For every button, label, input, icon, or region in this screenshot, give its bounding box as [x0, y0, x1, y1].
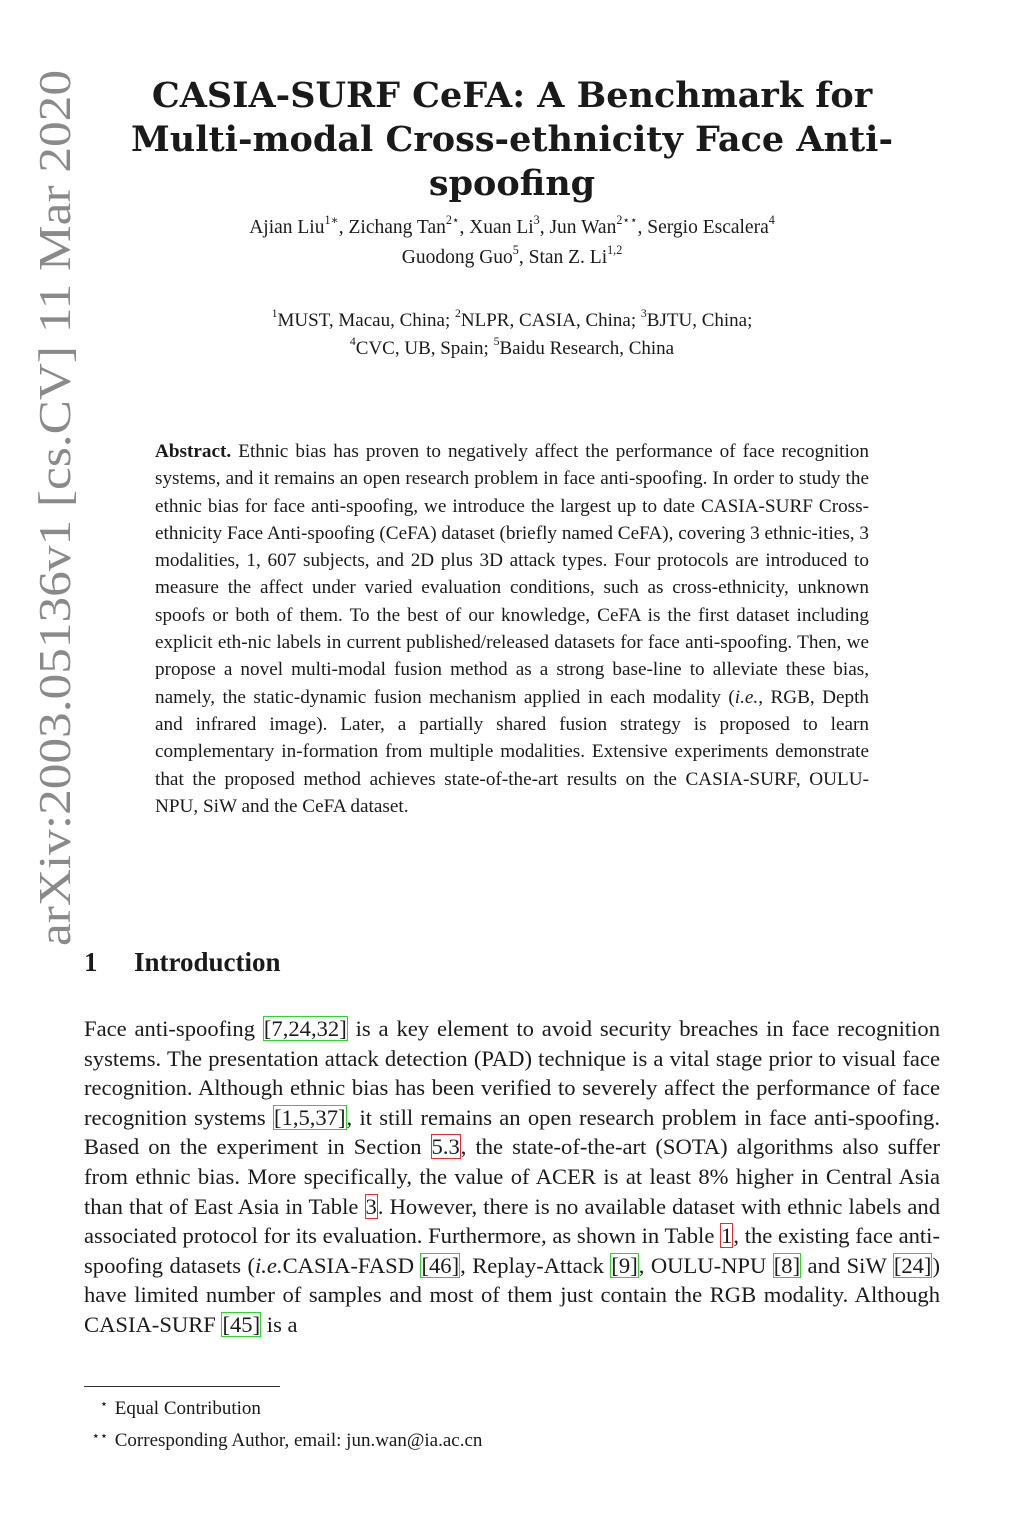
- footnote-mark: ⋆⋆: [91, 1428, 108, 1443]
- affiliation-marker: 5: [493, 335, 500, 349]
- affiliations: [100, 307, 924, 363]
- citation-link[interactable]: [7,24,32]: [263, 1016, 347, 1041]
- author-marker: 1∗: [324, 212, 339, 227]
- section-reference-link[interactable]: 5.3: [431, 1134, 460, 1160]
- author-marker: 4: [768, 212, 775, 227]
- affiliation-marker: 3: [640, 307, 647, 321]
- intro-text: , it still remains an open research problem in face anti-spoofing. Based on the experiment in Section: [84, 1104, 940, 1160]
- section-heading: [84, 947, 281, 978]
- footnote-text: Corresponding Author, email: jun.wan@ia.ac.cn: [114, 1430, 483, 1451]
- intro-text: , the existing face anti-spoofing datasets (: [84, 1223, 940, 1278]
- title-line-2: Multi-modal Cross-ethnicity Face Anti-spoofing: [131, 119, 893, 204]
- table-reference-link[interactable]: 1: [721, 1223, 733, 1249]
- intro-text: , Replay-Attack: [460, 1252, 611, 1278]
- citation-link[interactable]: [8]: [773, 1252, 801, 1278]
- intro-text: , OULU-NPU: [638, 1252, 773, 1278]
- citation-link[interactable]: [45]: [222, 1311, 261, 1337]
- affiliation-text: BJTU, China;: [646, 310, 753, 331]
- author-name: , Stan Z. Li: [518, 247, 608, 268]
- table-reference-link[interactable]: 3: [365, 1193, 377, 1219]
- affiliation-text: Baidu Research, China: [499, 338, 675, 359]
- citation-link[interactable]: [9]: [611, 1252, 638, 1278]
- arxiv-identifier-text: arXiv:2003.05136v1 [cs.CV] 11 Mar 2020: [29, 160, 80, 946]
- intro-text: and SiW: [801, 1252, 893, 1278]
- abstract-ie: i.e.: [734, 686, 759, 708]
- intro-text: , the state-of-the-art (SOTA) algorithms also suffer from ethnic bias. More specifically, the value of ACER is at least 8% higher in Central Asia than that of East Asia in Table: [84, 1134, 940, 1219]
- introduction-paragraph: [84, 1014, 940, 1340]
- author-name: Guodong Guo: [401, 247, 513, 268]
- affiliation-text: MUST, Macau, China;: [277, 310, 456, 331]
- footnote-divider: [84, 1386, 280, 1387]
- paper-title: [80, 74, 944, 206]
- author-marker: 2⋆: [445, 212, 460, 227]
- citation-link[interactable]: [1,5,37]: [274, 1104, 346, 1130]
- abstract-label: Abstract.: [155, 441, 232, 462]
- intro-text: . However, there is no available dataset with ethnic labels and associated protocol for its evaluation. Furthermore, as shown in Table: [84, 1193, 940, 1249]
- intro-text: is a key element to avoid security breaches in face recognition systems. The presentation attack detection (PAD) technique is a vital stage prior to visual face recognition. Although ethnic bias has been verified to severely affect the performance of face recognition systems: [84, 1016, 940, 1130]
- affiliation-marker: 1: [271, 307, 278, 321]
- author-marker: 5: [512, 242, 519, 257]
- author-name: Ajian Liu: [249, 217, 325, 238]
- affiliation-text: NLPR, CASIA, China;: [460, 310, 641, 331]
- intro-text: is a: [261, 1311, 298, 1337]
- footnotes: [84, 1390, 944, 1454]
- intro-text: Face anti-spoofing: [84, 1016, 263, 1041]
- intro-text: CASIA-FASD: [282, 1252, 421, 1278]
- title-line-1: CASIA-SURF CeFA: A Benchmark for: [151, 75, 873, 116]
- section-title: Introduction: [134, 947, 281, 977]
- author-marker: 3: [533, 212, 540, 227]
- citation-link[interactable]: [24]: [893, 1252, 932, 1278]
- intro-text: ) have limited number of samples and most of them just contain the RGB modality. Although CASIA-SURF: [84, 1252, 940, 1337]
- abstract-text-cont: , RGB, Depth and infrared image). Later, a partially shared fusion strategy is proposed to learn complementary in-formation from multiple modalities. Extensive experiments demonstrate that the proposed method achieves state-of-the-art results on the CASIA-SURF, OULU-NPU, SiW and the CeFA dataset.: [155, 686, 870, 817]
- author-list: [100, 213, 924, 273]
- footnote-text: Equal Contribution: [114, 1398, 261, 1419]
- abstract: [155, 438, 869, 820]
- author-name: , Xuan Li: [459, 217, 534, 238]
- affiliation-text: CVC, UB, Spain;: [355, 338, 494, 359]
- affiliation-line-2: [100, 335, 924, 363]
- intro-ie: i.e.: [255, 1252, 283, 1278]
- author-name: , Jun Wan: [539, 217, 617, 238]
- abstract-text: Ethnic bias has proven to negatively affect the performance of face recognition systems, and it remains an open research problem in face anti-spoofing. In order to study the ethnic bias for face anti-spoofing, we introduce the largest up to date CASIA-SURF Cross-ethnicity Face Anti-spoofing (CeFA) dataset (briefly named CeFA), covering 3 ethnic-ities, 3 modalities, 1, 607 subjects, and 2D plus 3D attack types. Four protocols are introduced to measure the affect under varied evaluation conditions, such as cross-ethnicity, unknown spoofs or both of them. To the best of our knowledge, CeFA is the first dataset including explicit eth-nic labels in current published/released datasets for face anti-spoofing. Then, we propose a novel multi-modal fusion method as a strong base-line to alleviate these bias, namely, the static-dynamic fusion mechanism applied in each modality (: [155, 441, 869, 708]
- author-line-2: [100, 243, 924, 273]
- citation-link[interactable]: [46]: [421, 1252, 460, 1278]
- author-name: , Zichang Tan: [338, 217, 446, 238]
- footnote: [84, 1422, 944, 1454]
- section-number: 1: [84, 947, 98, 977]
- affiliation-marker: 4: [349, 335, 356, 349]
- author-line-1: [100, 213, 924, 243]
- footnote-mark: ⋆: [99, 1396, 108, 1411]
- footnote: [84, 1390, 944, 1422]
- affiliation-line-1: [100, 307, 924, 335]
- author-name: , Sergio Escalera: [637, 217, 769, 238]
- affiliation-marker: 2: [455, 307, 461, 321]
- author-marker: 1,2: [607, 242, 623, 257]
- author-marker: 2⋆⋆: [616, 212, 638, 227]
